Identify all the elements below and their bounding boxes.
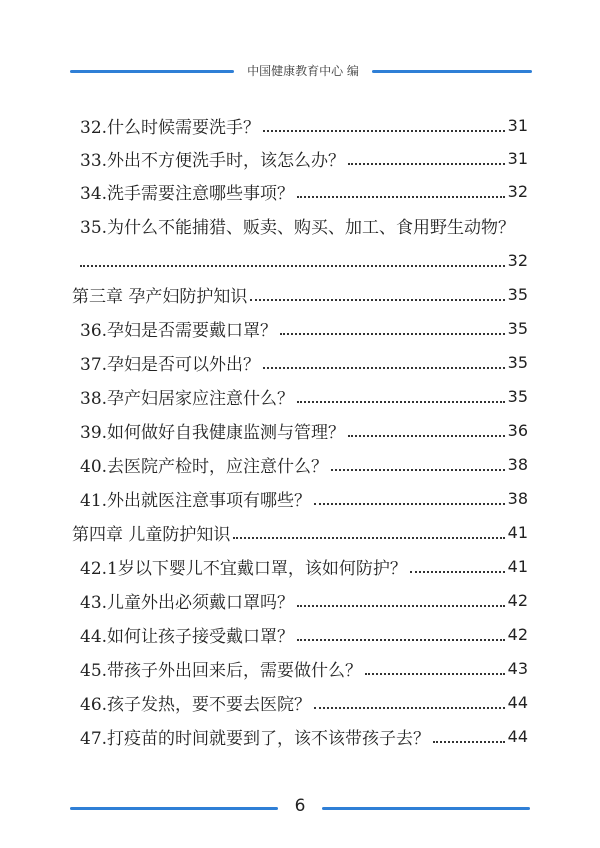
toc-entry-label: 47.打疫苗的时间就要到了，该不该带孩子去？: [80, 728, 431, 749]
toc-entry-page: 38: [507, 488, 528, 508]
toc-entry-page: 35: [507, 284, 528, 304]
toc-entry-label: 38.孕产妇居家应注意什么？: [80, 388, 295, 409]
page-number: 6: [294, 796, 306, 816]
toc-entry-page: 31: [507, 148, 528, 168]
dot-leader: [297, 196, 505, 198]
dot-leader: [433, 741, 505, 743]
toc-entry[interactable]: [80, 651, 528, 685]
dot-leader: [297, 605, 505, 607]
toc-entry[interactable]: [80, 549, 528, 583]
dot-leader: [263, 130, 505, 132]
toc-entry-page: 41: [507, 556, 528, 576]
toc-entry-page: 42: [507, 624, 528, 644]
footer-rule-left: [70, 807, 278, 810]
toc-entry-page: 42: [507, 590, 528, 610]
dot-leader: [250, 299, 504, 301]
toc-entry-label: 42.1岁以下婴儿不宜戴口罩，该如何防护？: [80, 558, 407, 579]
dot-leader: [331, 469, 505, 471]
dot-leader: [314, 707, 505, 709]
toc-entry-label: 39.如何做好自我健康监测与管理？: [80, 422, 346, 443]
toc-chapter[interactable]: [72, 515, 528, 549]
dot-leader: [365, 673, 505, 675]
toc-entry[interactable]: [80, 617, 528, 651]
toc-entry[interactable]: [80, 174, 528, 208]
footer-rule-right: [322, 807, 530, 810]
toc-entry[interactable]: [80, 311, 528, 345]
dot-leader: [233, 537, 504, 539]
toc-entry[interactable]: [80, 447, 528, 481]
toc-entry-label: 45.带孩子外出回来后，需要做什么？: [80, 660, 363, 681]
toc-entry-line2[interactable]: [80, 243, 528, 277]
header-rule-left: [70, 70, 234, 73]
toc-entry[interactable]: [80, 685, 528, 719]
dot-leader: [263, 367, 505, 369]
toc-entry-label: 46.孩子发热，要不要去医院？: [80, 694, 312, 715]
toc-entry[interactable]: [80, 379, 528, 413]
toc-entry-page: 44: [507, 692, 528, 712]
dot-leader: [410, 571, 505, 573]
header-title: 中国健康教育中心 编: [247, 64, 359, 78]
toc-entry-label: 40.去医院产检时，应注意什么？: [80, 456, 329, 477]
toc-entry-line1[interactable]: [80, 208, 528, 242]
toc-entry-page: 36: [507, 420, 528, 440]
toc-entry-page: 38: [507, 454, 528, 474]
dot-leader: [297, 639, 505, 641]
dot-leader: [348, 435, 505, 437]
dot-leader: [314, 503, 505, 505]
toc-entry-label: 33.外出不方便洗手时，该怎么办？: [80, 150, 346, 171]
toc-entry-label: 37.孕妇是否可以外出？: [80, 354, 261, 375]
toc-entry-label: 41.外出就医注意事项有哪些？: [80, 490, 312, 511]
dot-leader: [348, 163, 505, 165]
toc-entry-page: 41: [507, 522, 528, 542]
header-rule-right: [372, 70, 532, 73]
toc-entry-page: 31: [507, 115, 528, 135]
toc-chapter[interactable]: [72, 277, 528, 311]
toc-chapter-label: 第四章 儿童防护知识: [72, 524, 231, 545]
toc-entry[interactable]: [80, 141, 528, 175]
dot-leader: [280, 333, 505, 335]
toc-entry-label: 35.为什么不能捕猎、贩卖、购买、加工、食用野生动物？: [80, 217, 516, 238]
dot-leader: [297, 401, 505, 403]
toc-entry-label: 34.洗手需要注意哪些事项？: [80, 183, 295, 204]
toc-entry[interactable]: [80, 719, 528, 753]
toc-entry-page: 35: [507, 386, 528, 406]
toc-entry-page: 32: [507, 181, 528, 201]
toc-entry[interactable]: [80, 481, 528, 515]
page-footer: [0, 795, 600, 819]
toc-entry[interactable]: [80, 583, 528, 617]
toc-entry-label: 44.如何让孩子接受戴口罩？: [80, 626, 295, 647]
toc-entry-label: 43.儿童外出必须戴口罩吗？: [80, 592, 295, 613]
toc-entry-page: 35: [507, 352, 528, 372]
toc-entry-page: 44: [507, 726, 528, 746]
toc-entry[interactable]: [80, 345, 528, 379]
toc-entry-page: 32: [507, 250, 528, 270]
dot-leader: [80, 265, 505, 267]
toc-entry-page: 43: [507, 658, 528, 678]
page-header: [0, 60, 600, 82]
toc-entry-label: 32.什么时候需要洗手？: [80, 117, 261, 138]
toc-chapter-label: 第三章 孕产妇防护知识: [72, 286, 248, 307]
toc-entry[interactable]: [80, 413, 528, 447]
toc-entry-page: 35: [507, 318, 528, 338]
toc-entry-label: 36.孕妇是否需要戴口罩？: [80, 320, 278, 341]
toc-entry[interactable]: [80, 108, 528, 142]
